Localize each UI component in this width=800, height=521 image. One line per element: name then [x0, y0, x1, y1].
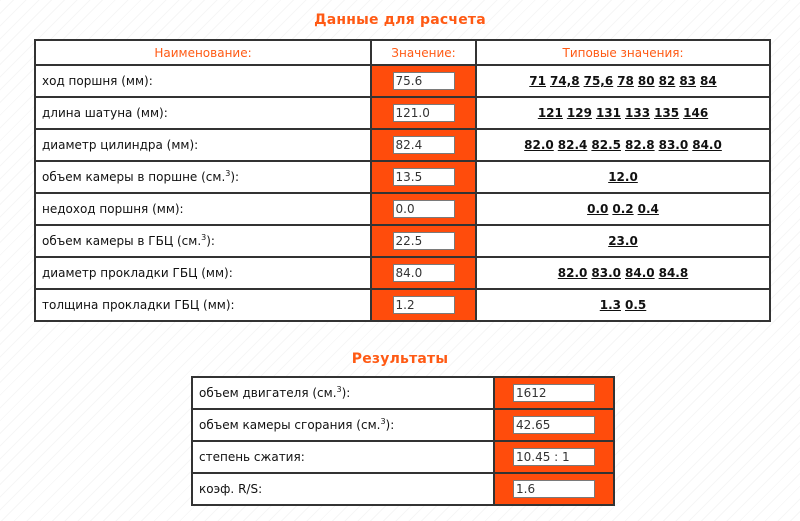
input-row: [35, 257, 770, 289]
result-row-name: [192, 473, 494, 505]
typical-value-link[interactable]: 83.0: [591, 266, 621, 280]
input-row: [35, 65, 770, 97]
result-row-value-cell: [494, 377, 614, 409]
header-typical: Типовые значения:: [476, 40, 770, 65]
value-input[interactable]: [393, 200, 455, 218]
input-row: [35, 225, 770, 257]
typical-value-link[interactable]: 82.0: [557, 266, 588, 280]
row-label: объем двигателя (см.: [199, 386, 337, 400]
row-label-tail: ):: [206, 234, 215, 248]
value-input[interactable]: [393, 296, 455, 314]
input-row-name: [35, 161, 371, 193]
typical-value-link[interactable]: 83.0: [658, 138, 689, 152]
value-input[interactable]: [393, 104, 455, 122]
value-input[interactable]: [393, 136, 455, 154]
input-row-value-cell: [371, 289, 476, 321]
typical-value-link[interactable]: 0.5: [625, 298, 647, 312]
result-output[interactable]: [513, 416, 595, 434]
row-label: коэф. R/S:: [199, 482, 263, 496]
result-row: [192, 409, 614, 441]
input-table-header: [35, 40, 770, 65]
input-row-name: [35, 97, 371, 129]
superscript: 3: [336, 385, 342, 394]
result-row: [192, 441, 614, 473]
typical-value-link[interactable]: 82: [658, 74, 676, 88]
typical-value-link[interactable]: 121: [537, 106, 563, 120]
input-row-value-cell: [371, 65, 476, 97]
result-output[interactable]: [513, 480, 595, 498]
input-row-value-cell: [371, 129, 476, 161]
result-row-name: [192, 409, 494, 441]
row-label-tail: ):: [341, 386, 351, 400]
input-row-value-cell: [371, 257, 476, 289]
superscript: 3: [380, 417, 386, 426]
input-row: [35, 289, 770, 321]
typical-value-link[interactable]: 82.4: [557, 138, 588, 152]
header-name: Наименование:: [35, 40, 371, 65]
input-row-name: [35, 129, 371, 161]
row-label: толщина прокладки ГБЦ (мм):: [42, 298, 235, 312]
superscript: 3: [201, 233, 207, 242]
result-row-value-cell: [494, 409, 614, 441]
typical-value-link[interactable]: 133: [625, 106, 651, 120]
row-label: диаметр цилиндра (мм):: [42, 138, 199, 152]
typical-value-link[interactable]: 74,8: [549, 74, 580, 88]
typical-value-link[interactable]: 12.0: [608, 170, 638, 184]
result-row-value-cell: [494, 473, 614, 505]
typical-values: [476, 65, 770, 97]
typical-value-link[interactable]: 84.0: [625, 266, 655, 280]
row-label: объем камеры в ГБЦ (см.: [42, 234, 202, 248]
row-label-tail: ):: [230, 170, 240, 184]
result-row: [192, 473, 614, 505]
typical-values: [476, 161, 770, 193]
result-output[interactable]: [513, 384, 595, 402]
typical-value-link[interactable]: 84: [700, 74, 717, 88]
result-row-value-cell: [494, 441, 614, 473]
typical-value-link[interactable]: 71: [529, 74, 546, 88]
row-label: объем камеры в поршне (см.: [42, 170, 226, 184]
typical-value-link[interactable]: 146: [683, 106, 709, 120]
typical-value-link[interactable]: 135: [654, 106, 680, 120]
value-input[interactable]: [393, 72, 455, 90]
header-value: Значение:: [371, 40, 476, 65]
input-row-name: [35, 289, 371, 321]
result-output[interactable]: [513, 448, 595, 466]
typical-value-link[interactable]: 84.8: [658, 266, 689, 280]
typical-values: [476, 193, 770, 225]
input-row-value-cell: [371, 97, 476, 129]
row-label-tail: ):: [385, 418, 395, 432]
result-row-name: [192, 441, 494, 473]
typical-values: [476, 97, 770, 129]
row-label: недоход поршня (мм):: [42, 202, 184, 216]
typical-value-link[interactable]: 82.8: [625, 138, 655, 152]
typical-value-link[interactable]: 23.0: [608, 234, 638, 248]
typical-value-link[interactable]: 0.0: [587, 202, 609, 216]
row-label: ход поршня (мм):: [42, 74, 153, 88]
input-row: [35, 193, 770, 225]
input-row-name: [35, 225, 371, 257]
value-input[interactable]: [393, 168, 455, 186]
typical-values: [476, 289, 770, 321]
value-input[interactable]: [393, 264, 455, 282]
input-row-name: [35, 65, 371, 97]
input-row-name: [35, 257, 371, 289]
typical-value-link[interactable]: 1.3: [599, 298, 621, 312]
row-label: степень сжатия:: [199, 450, 305, 464]
row-label: диаметр прокладки ГБЦ (мм):: [42, 266, 233, 280]
typical-value-link[interactable]: 0.2: [612, 202, 634, 216]
input-row-value-cell: [371, 193, 476, 225]
row-label: длина шатуна (мм):: [42, 106, 168, 120]
results-section-title: Результаты: [351, 351, 449, 367]
typical-value-link[interactable]: 129: [566, 106, 592, 120]
input-row-value-cell: [371, 225, 476, 257]
row-label: объем камеры сгорания (см.: [199, 418, 381, 432]
typical-values: [476, 225, 770, 257]
superscript: 3: [225, 169, 231, 178]
typical-value-link[interactable]: 84.0: [692, 138, 722, 152]
typical-value-link[interactable]: 83: [679, 74, 697, 88]
results-table: [191, 376, 615, 506]
typical-values: [476, 129, 770, 161]
typical-value-link[interactable]: 82.5: [591, 138, 621, 152]
typical-value-link[interactable]: 80: [637, 74, 655, 88]
input-row: [35, 97, 770, 129]
typical-value-link[interactable]: 131: [595, 106, 621, 120]
typical-value-link[interactable]: 82.0: [524, 138, 554, 152]
input-section-title: Данные для расчета: [314, 12, 486, 28]
typical-value-link[interactable]: 75,6: [583, 74, 614, 88]
typical-values: [476, 257, 770, 289]
input-row-name: [35, 193, 371, 225]
result-row: [192, 377, 614, 409]
value-input[interactable]: [393, 232, 455, 250]
typical-value-link[interactable]: 0.4: [637, 202, 659, 216]
input-row: [35, 129, 770, 161]
input-table: [34, 39, 771, 322]
input-row-value-cell: [371, 161, 476, 193]
typical-value-link[interactable]: 78: [617, 74, 634, 88]
result-row-name: [192, 377, 494, 409]
input-row: [35, 161, 770, 193]
